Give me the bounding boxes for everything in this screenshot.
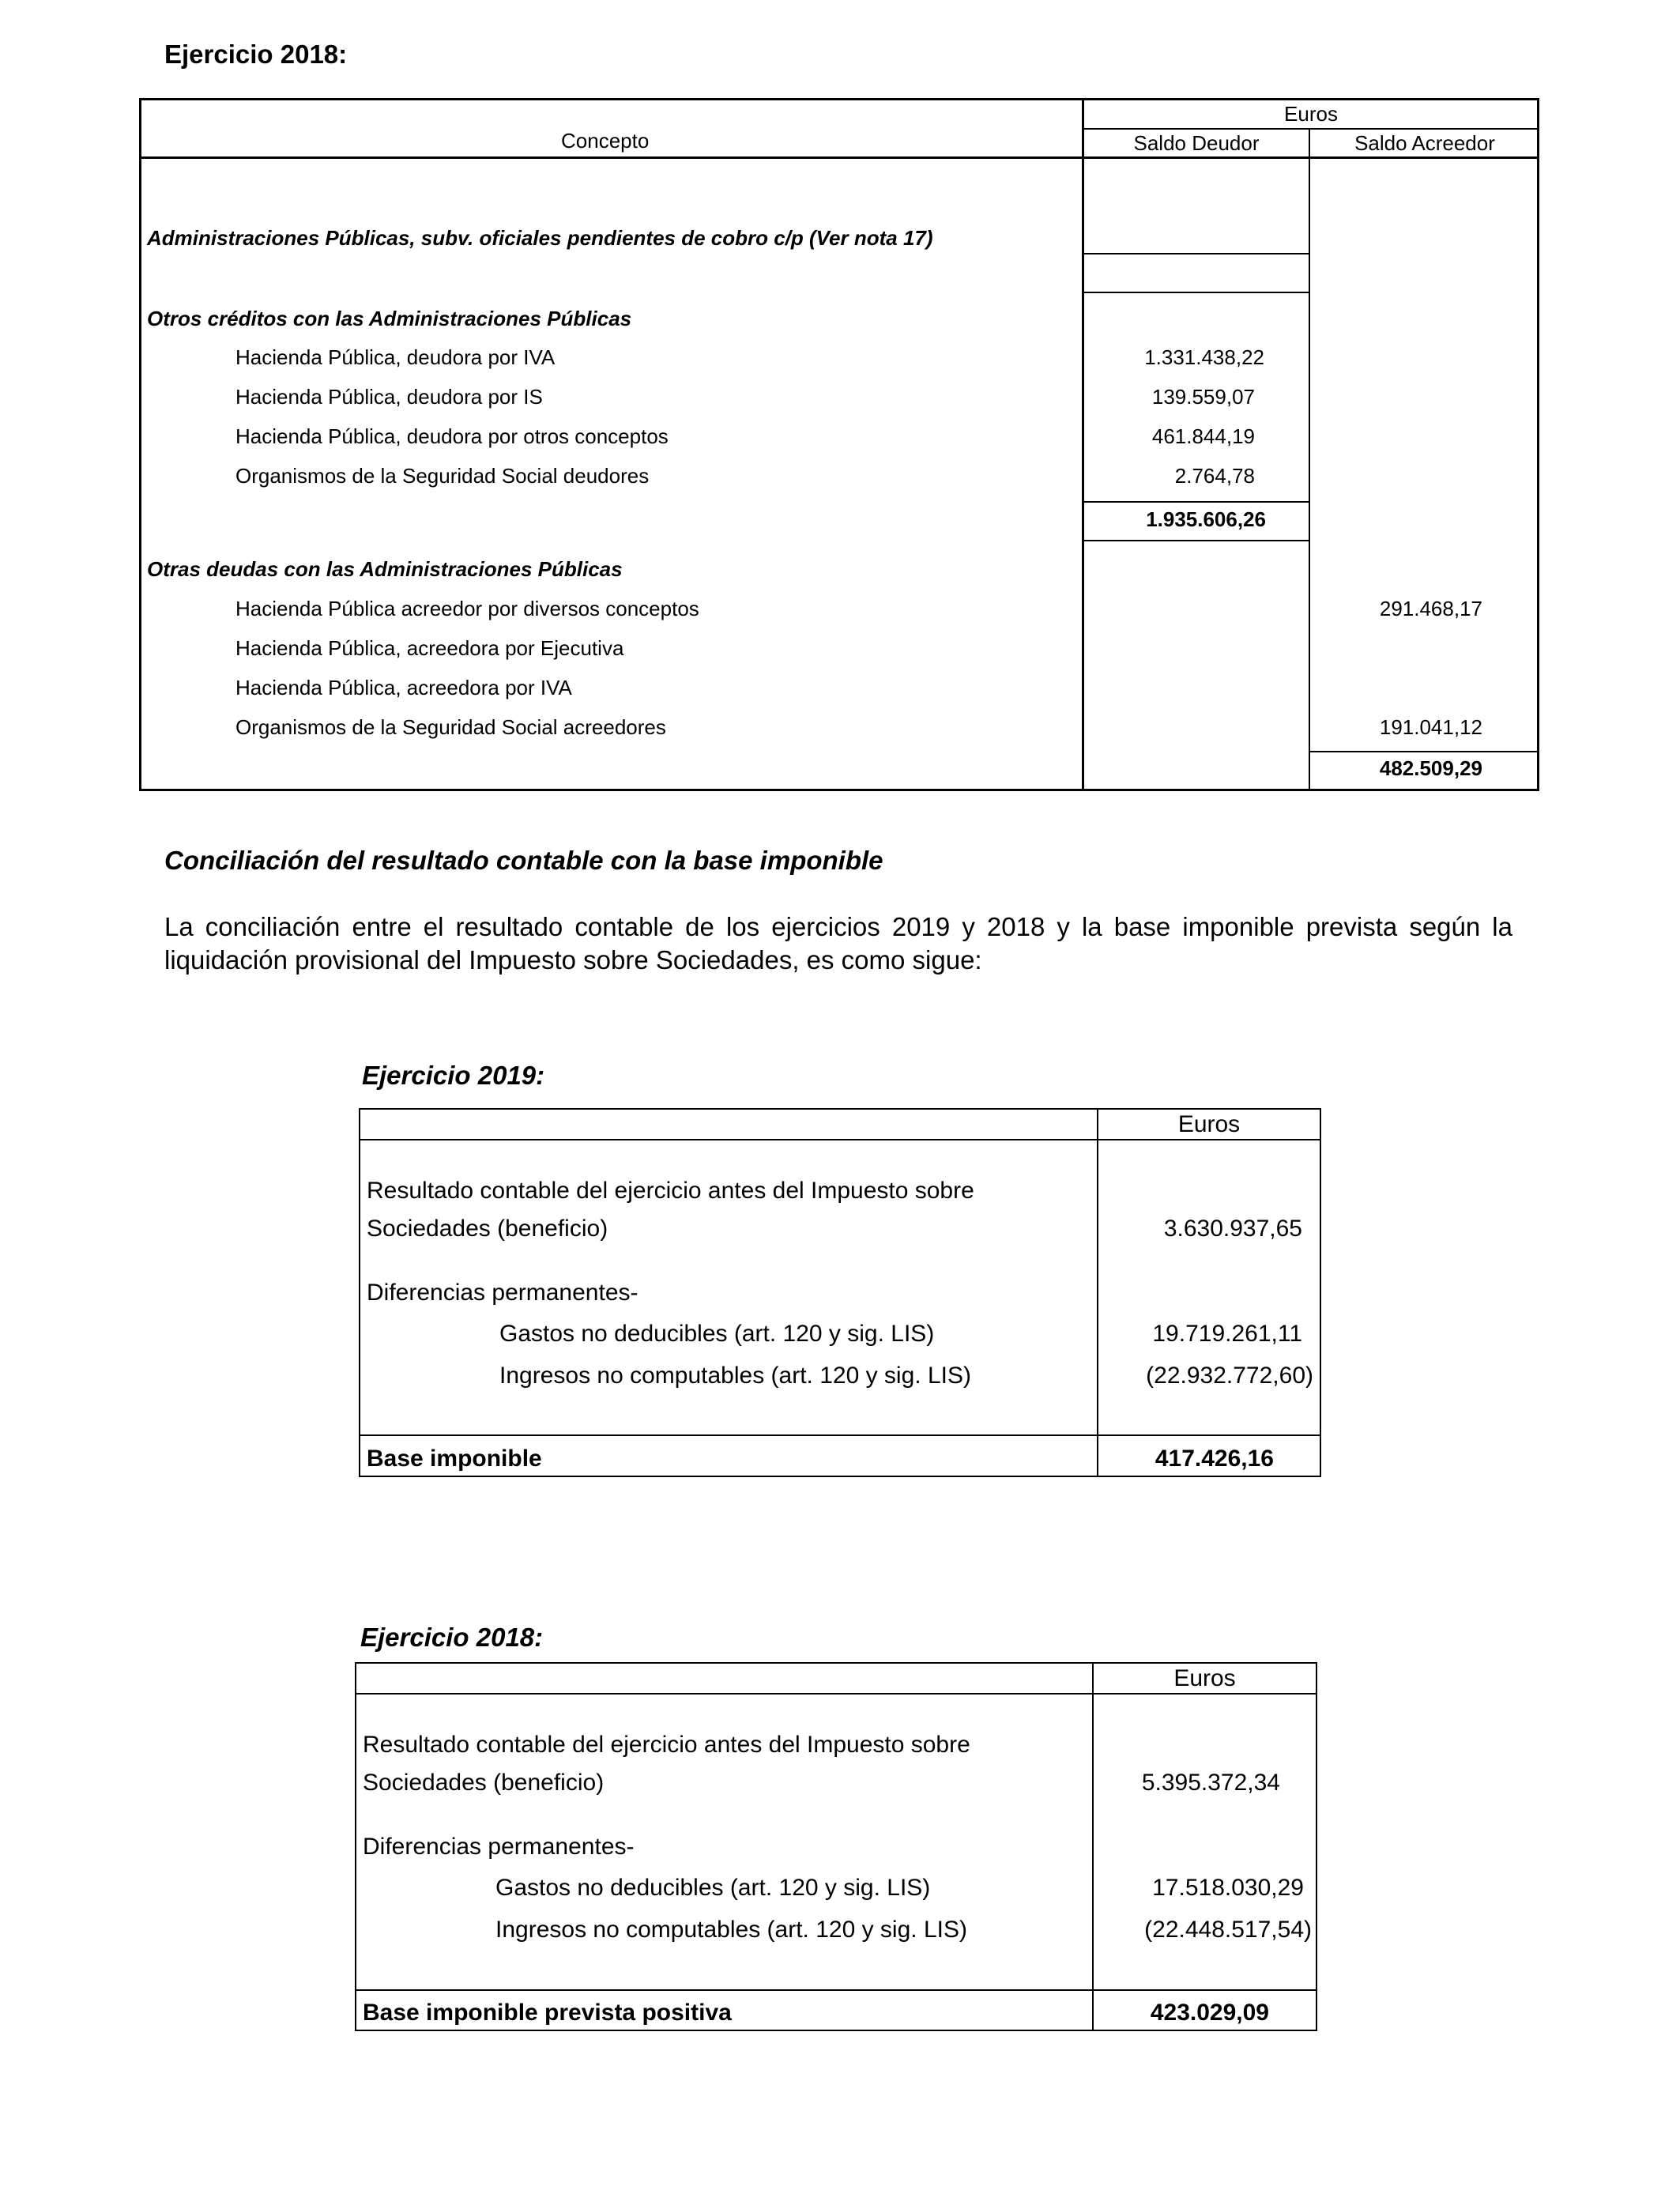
t18-euros-header: Euros (1173, 1665, 1236, 1691)
row-admin-publicas: Administraciones Públicas, subv. oficiales pendientes de cobro c/p (Ver nota 17) (147, 226, 933, 250)
table1-border-bottom (139, 789, 1539, 791)
debt-row-label: Organismos de la Seguridad Social acreedores (235, 715, 666, 739)
heading-2019: Ejercicio 2019: (362, 1061, 545, 1090)
t18-ingresos-label: Ingresos no computables (art. 120 y sig. LIS) (495, 1917, 967, 1943)
euros-header: Euros (1284, 102, 1338, 126)
page-heading-2018: Ejercicio 2018: (164, 40, 348, 69)
paragraph-line-1: La conciliación entre el resultado contable de los ejercicios 2019 y 2018 y la base imponible prevista según la (164, 912, 1512, 941)
credit-row-label: Organismos de la Seguridad Social deudores (235, 464, 650, 488)
total-deudor: 1.935.606,26 (1146, 507, 1266, 531)
t18-gastos-value: 17.518.030,29 (1152, 1875, 1304, 1901)
credit-row-value: 1.331.438,22 (1144, 345, 1264, 369)
t18-col-divider (1092, 1662, 1094, 2031)
t19-total-divider (359, 1434, 1321, 1436)
credit-row-label: Hacienda Pública, deudora por IS (235, 385, 543, 409)
section-title: Conciliación del resultado contable con la base imponible (164, 846, 883, 875)
credit-row-label: Hacienda Pública, deudora por otros conceptos (235, 424, 669, 448)
t19-base-value: 417.426,16 (1155, 1446, 1274, 1472)
t18-border-top (355, 1662, 1317, 1664)
table1-header-divider (139, 156, 1539, 159)
t19-header-divider (359, 1139, 1321, 1140)
t19-ingresos-label: Ingresos no computables (art. 120 y sig. LIS) (499, 1363, 971, 1389)
t19-gastos-label: Gastos no deducibles (art. 120 y sig. LIS) (499, 1321, 935, 1347)
t18-border-left (355, 1662, 356, 2031)
t18-border-bottom (355, 2030, 1317, 2031)
table1-deudor-box-bottom (1083, 292, 1310, 293)
table1-total-deudor-bottom (1083, 540, 1310, 541)
debt-row-value: 291.468,17 (1379, 597, 1482, 620)
table1-border-right (1537, 98, 1539, 791)
t18-border-right (1316, 1662, 1317, 2031)
table1-total-acreedor-top (1309, 751, 1539, 752)
credit-row-value: 139.559,07 (1151, 385, 1255, 409)
concepto-header: Concepto (561, 129, 650, 153)
t19-border-left (359, 1108, 360, 1477)
t18-resultado-value: 5.395.372,34 (1141, 1770, 1280, 1796)
table1-border-left (139, 98, 141, 791)
debt-row-label: Hacienda Pública, acreedora por IVA (235, 676, 572, 699)
credit-row-label: Hacienda Pública, deudora por IVA (235, 345, 556, 369)
t19-border-right (1320, 1108, 1321, 1477)
credit-row-value: 2.764,78 (1174, 464, 1255, 488)
t19-euros-header: Euros (1177, 1111, 1241, 1137)
table1-border-top (139, 98, 1539, 100)
t18-diferencias-label: Diferencias permanentes- (363, 1834, 635, 1860)
t19-border-top (359, 1108, 1321, 1110)
t18-header-divider (355, 1693, 1317, 1695)
t19-gastos-value: 19.719.261,11 (1152, 1321, 1302, 1347)
t18-ingresos-value: (22.448.517,54) (1144, 1917, 1312, 1943)
credit-row-value: 461.844,19 (1151, 424, 1255, 448)
otros-creditos-title: Otros créditos con las Administraciones Públicas (147, 307, 632, 330)
t18-base-value: 423.029,09 (1150, 2000, 1269, 2026)
saldo-acreedor-header: Saldo Acreedor (1354, 131, 1495, 155)
t19-base-label: Base imponible (367, 1446, 542, 1472)
t18-base-label: Base imponible prevista positiva (363, 2000, 732, 2026)
total-acreedor: 482.509,29 (1379, 756, 1482, 780)
debt-row-label: Hacienda Pública, acreedora por Ejecutiva (235, 636, 624, 660)
table1-col-divider-2 (1309, 156, 1310, 791)
t19-resultado-label-1: Resultado contable del ejercicio antes del Impuesto sobre (367, 1178, 974, 1204)
t18-resultado-label-2: Sociedades (beneficio) (363, 1770, 605, 1796)
table1-deudor-box-top (1083, 253, 1310, 254)
debt-row-label: Hacienda Pública acreedor por diversos conceptos (235, 597, 699, 620)
saldo-deudor-header: Saldo Deudor (1133, 131, 1260, 155)
t19-ingresos-value: (22.932.772,60) (1146, 1363, 1313, 1389)
otras-deudas-title: Otras deudas con las Administraciones Públicas (147, 557, 623, 581)
t18-gastos-label: Gastos no deducibles (art. 120 y sig. LIS) (495, 1875, 931, 1901)
table1-euros-divider (1083, 128, 1539, 130)
t19-col-divider (1097, 1108, 1098, 1477)
debt-row-value: 191.041,12 (1379, 715, 1482, 739)
paragraph-line-2: liquidación provisional del Impuesto sobre Sociedades, es como sigue: (164, 945, 982, 974)
heading-2018-bottom: Ejercicio 2018: (360, 1623, 544, 1652)
t19-border-bottom (359, 1476, 1321, 1477)
table1-total-deudor-top (1083, 501, 1310, 503)
t19-resultado-value: 3.630.937,65 (1163, 1216, 1302, 1242)
t18-resultado-label-1: Resultado contable del ejercicio antes del Impuesto sobre (363, 1732, 970, 1758)
t19-diferencias-label: Diferencias permanentes- (367, 1280, 638, 1306)
t19-resultado-label-2: Sociedades (beneficio) (367, 1216, 608, 1242)
t18-total-divider (355, 1989, 1317, 1991)
